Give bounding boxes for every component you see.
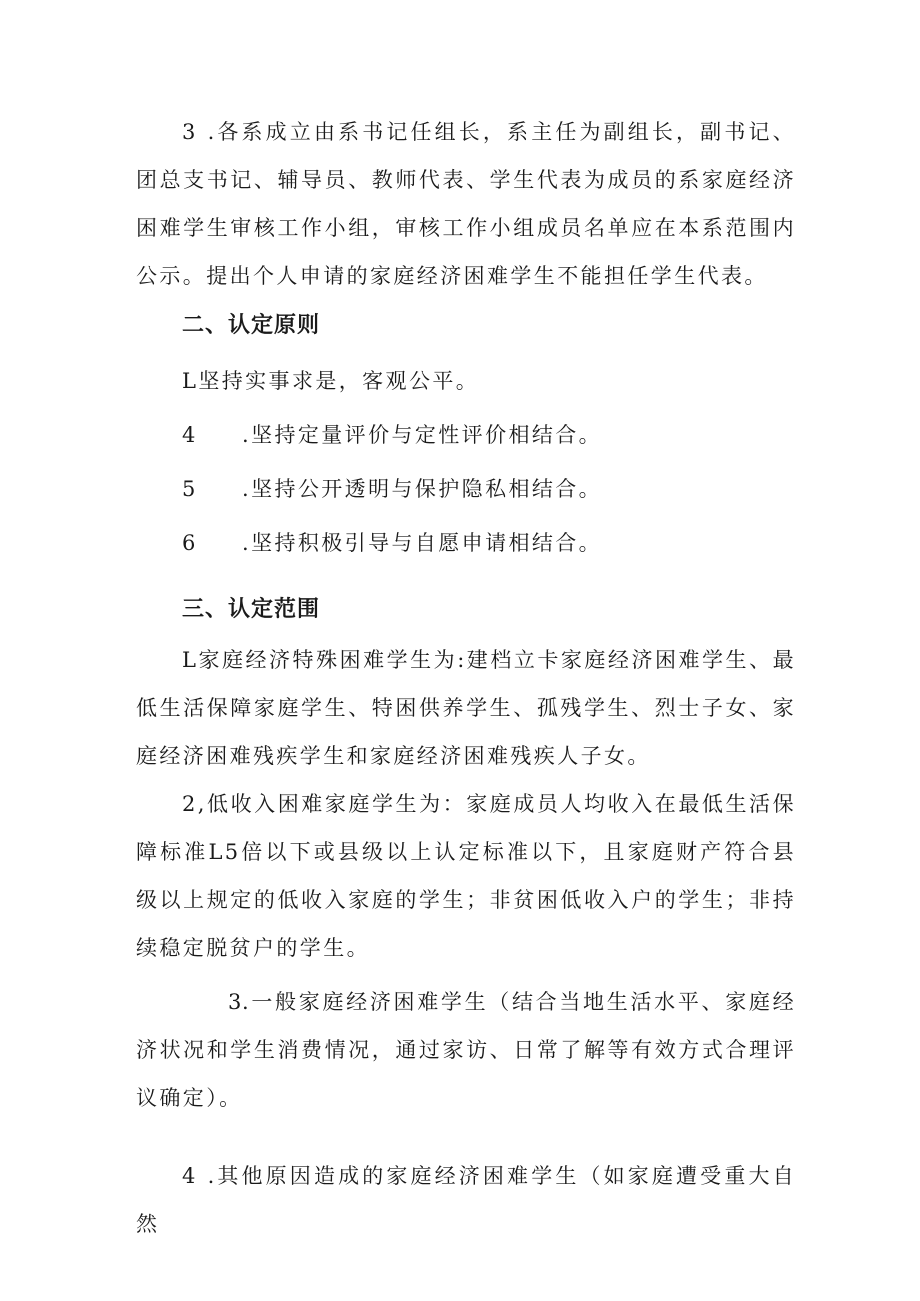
principle-item-6-text: .坚持积极引导与自愿申请相结合。 [242,531,603,555]
scope-item-3 [136,978,796,1122]
principle-item-4-number: 4 [182,423,198,447]
scope-item-1: L家庭经济特殊困难学生为:建档立卡家庭经济困难学生、最低生活保障家庭学生、特困供养学生、孤残学生、烈士子女、家庭经济困难残疾学生和家庭经济困难残疾人子女。 [136,648,796,768]
scope-item-2: 2,低收入困难家庭学生为：家庭成员人均收入在最低生活保障标准L5倍以下或县级以上认定标准以下，且家庭财产符合县级以上规定的低收入家庭的学生；非贫困低收入户的学生；非持续稳定脱贫户的学生。 [136,792,796,960]
section-heading-scope: 三、认定范围 [182,596,321,622]
principle-item-5-text: .坚持公开透明与保护隐私相结合。 [242,477,603,501]
principle-item-6 [182,528,602,558]
scope-item-4: 4 .其他原因造成的家庭经济困难学生（如家庭遭受重大自然 [136,1164,796,1236]
principle-item-4-text: .坚持定量评价与定性评价相结合。 [242,423,603,447]
principle-item-5 [182,474,602,504]
principle-item-1: L坚持实事求是，客观公平。 [182,369,480,393]
principle-item-6-number: 6 [182,531,198,555]
principle-item-4 [182,420,602,450]
scope-item-3-number: 3 [228,990,244,1014]
scope-item-3-text: .一般家庭经济困难学生（结合当地生活水平、家庭经济状况和学生消费情况，通过家访、日常了解等有效方式合理评议确定）。 [136,990,796,1110]
paragraph-working-group: 3 .各系成立由系书记任组长，系主任为副组长，副书记、团总支书记、辅导员、教师代表、学生代表为成员的系家庭经济困难学生审核工作小组，审核工作小组成员名单应在本系范围内公示。提出个人申请的家庭经济困难学生不能担任学生代表。 [136,120,796,288]
principle-item-5-number: 5 [182,477,198,501]
section-heading-principles: 二、认定原则 [182,312,321,338]
